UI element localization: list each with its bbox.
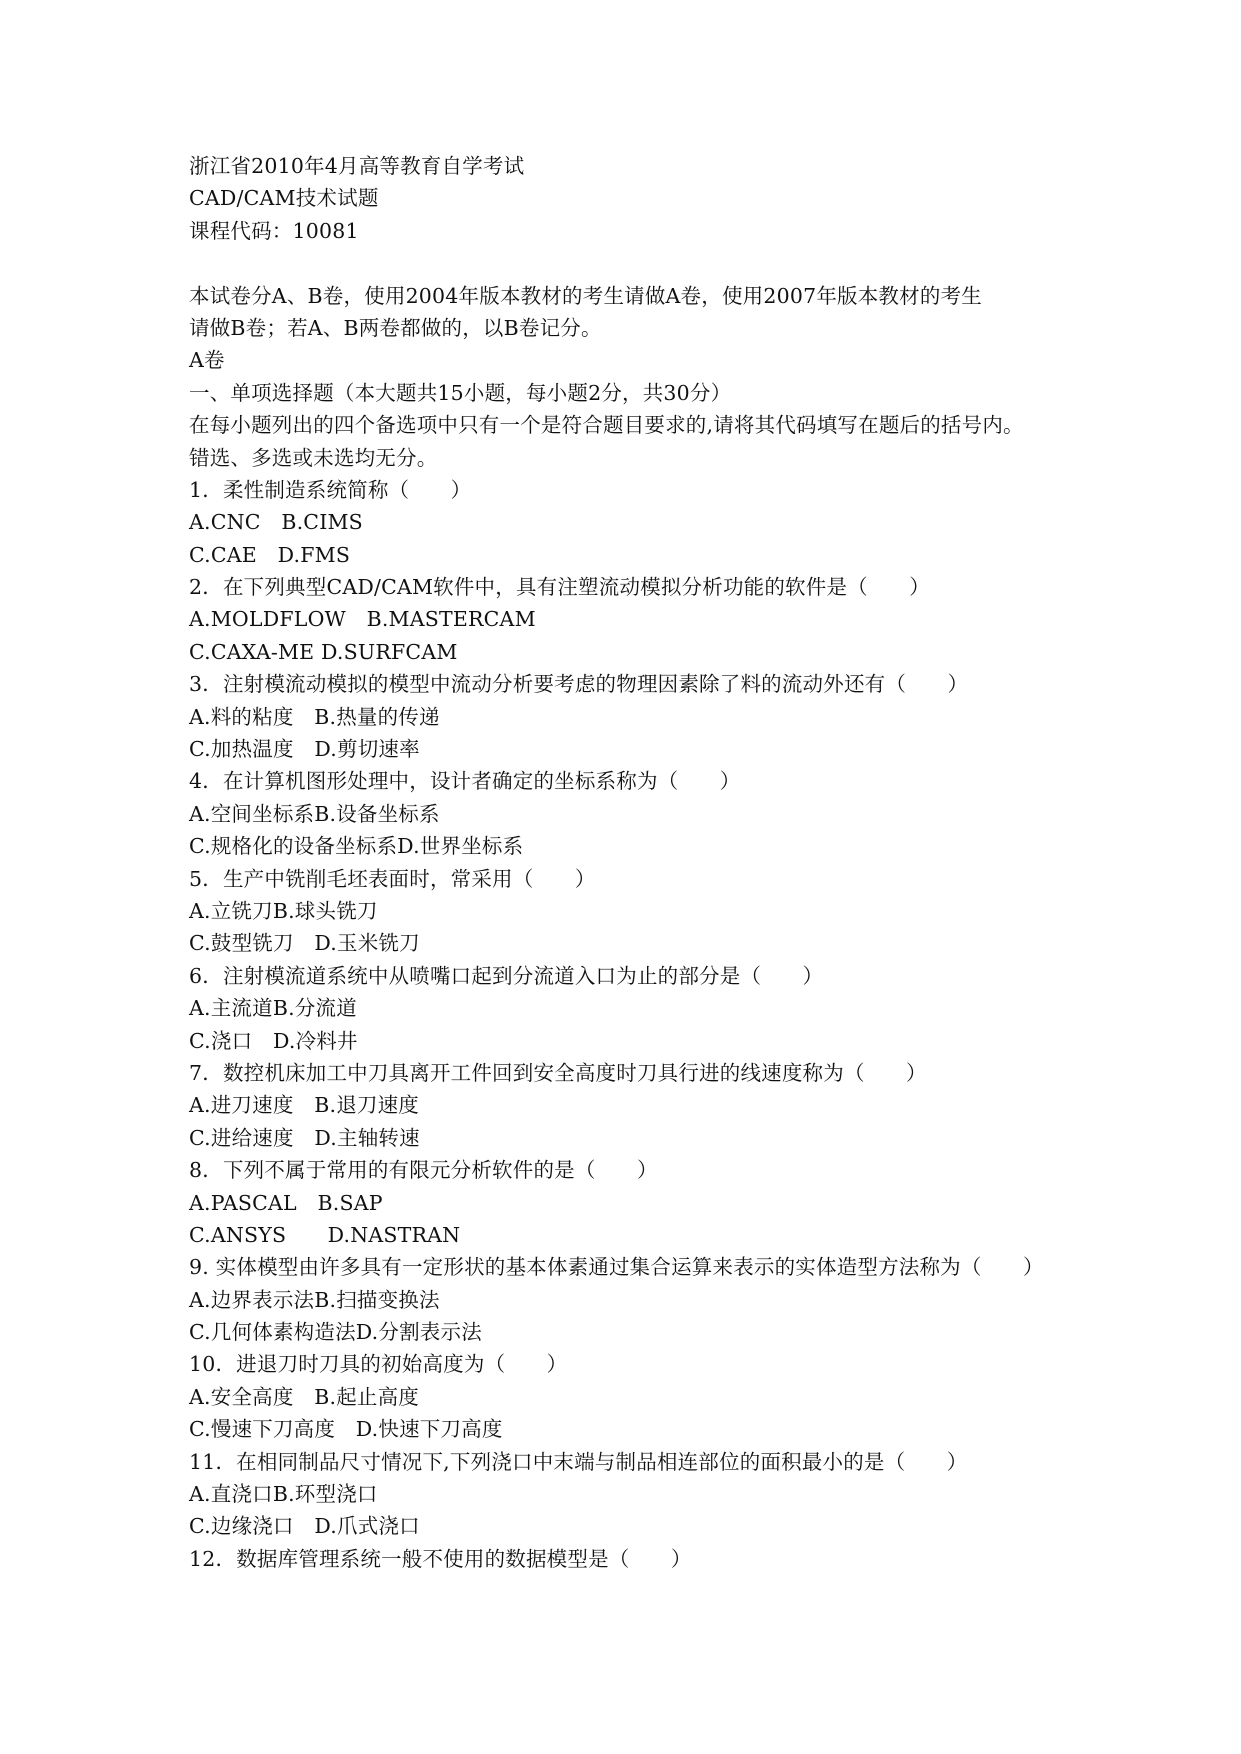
question-stem: 12．数据库管理系统一般不使用的数据模型是（ ）: [189, 1546, 692, 1571]
notice-line: 请做B卷；若A、B两卷都做的，以B卷记分。: [189, 315, 602, 340]
question-options: C.规格化的设备坐标系D.世界坐标系: [189, 834, 524, 859]
question-options: C.进给速度 D.主轴转速: [189, 1125, 420, 1150]
question-stem: 9. 实体模型由许多具有一定形状的基本体素通过集合运算来表示的实体造型方法称为（ ）: [189, 1255, 1044, 1280]
question-stem: 10．进退刀时刀具的初始高度为（ ）: [189, 1352, 568, 1377]
question-options: C.慢速下刀高度 D.快速下刀高度: [189, 1417, 503, 1442]
question-options: C.鼓型铣刀 D.玉米铣刀: [189, 931, 420, 956]
question-stem: 1．柔性制造系统简称（ ）: [189, 477, 472, 502]
question-options: C.加热温度 D.剪切速率: [189, 737, 420, 762]
question-stem: 3．注射模流动模拟的模型中流动分析要考虑的物理因素除了料的流动外还有（ ）: [189, 672, 969, 697]
question-stem: 4．在计算机图形处理中，设计者确定的坐标系称为（ ）: [189, 769, 741, 794]
question-options: A.CNC B.CIMS: [189, 510, 363, 535]
question-list: [189, 474, 1149, 1575]
question-options: A.进刀速度 B.退刀速度: [189, 1093, 420, 1118]
question-options: C.CAXA-ME D.SURFCAM: [189, 639, 458, 664]
question-options: C.ANSYS D.NASTRAN: [189, 1222, 461, 1247]
question-options: C.边缘浇口 D.爪式浇口: [189, 1514, 420, 1539]
question-options: A.直浇口B.环型浇口: [189, 1482, 378, 1507]
notice-line: 本试卷分A、B卷，使用2004年版本教材的考生请做A卷，使用2007年版本教材的考生: [189, 283, 982, 308]
course-code: 课程代码：10081: [189, 218, 359, 243]
question-options: A.MOLDFLOW B.MASTERCAM: [189, 607, 536, 632]
question-options: A.PASCAL B.SAP: [189, 1190, 383, 1215]
question-options: A.立铣刀B.球头铣刀: [189, 898, 378, 923]
question-stem: 5．生产中铣削毛坯表面时，常采用（ ）: [189, 866, 596, 891]
section-heading: 一、单项选择题（本大题共15小题，每小题2分，共30分）: [189, 380, 732, 405]
question-options: A.主流道B.分流道: [189, 996, 357, 1021]
question-options: C.浇口 D.冷料井: [189, 1028, 358, 1053]
question-options: A.空间坐标系B.设备坐标系: [189, 801, 440, 826]
question-stem: 2．在下列典型CAD/CAM软件中，具有注塑流动模拟分析功能的软件是（ ）: [189, 575, 930, 600]
volume-label: A卷: [189, 348, 225, 373]
question-options: C.几何体素构造法D.分割表示法: [189, 1320, 482, 1345]
question-stem: 8．下列不属于常用的有限元分析软件的是（ ）: [189, 1158, 658, 1183]
question-options: A.料的粘度 B.热量的传递: [189, 704, 440, 729]
question-stem: 6．注射模流道系统中从喷嘴口起到分流道入口为止的部分是（ ）: [189, 963, 824, 988]
exam-subject: CAD/CAM技术试题: [189, 186, 379, 211]
spacer: [189, 247, 1149, 279]
instructions-line: 错选、多选或未选均无分。: [189, 445, 438, 470]
question-options: A.安全高度 B.起止高度: [189, 1384, 420, 1409]
question-options: C.CAE D.FMS: [189, 542, 351, 567]
exam-page: [189, 150, 1149, 1575]
question-stem: 11．在相同制品尺寸情况下,下列浇口中末端与制品相连部位的面积最小的是（ ）: [189, 1449, 968, 1474]
exam-title: 浙江省2010年4月高等教育自学考试: [189, 154, 525, 178]
question-options: A.边界表示法B.扫描变换法: [189, 1287, 440, 1312]
instructions-line: 在每小题列出的四个备选项中只有一个是符合题目要求的,请将其代码填写在题后的括号内。: [189, 413, 1024, 438]
question-stem: 7．数控机床加工中刀具离开工件回到安全高度时刀具行进的线速度称为（ ）: [189, 1060, 927, 1085]
